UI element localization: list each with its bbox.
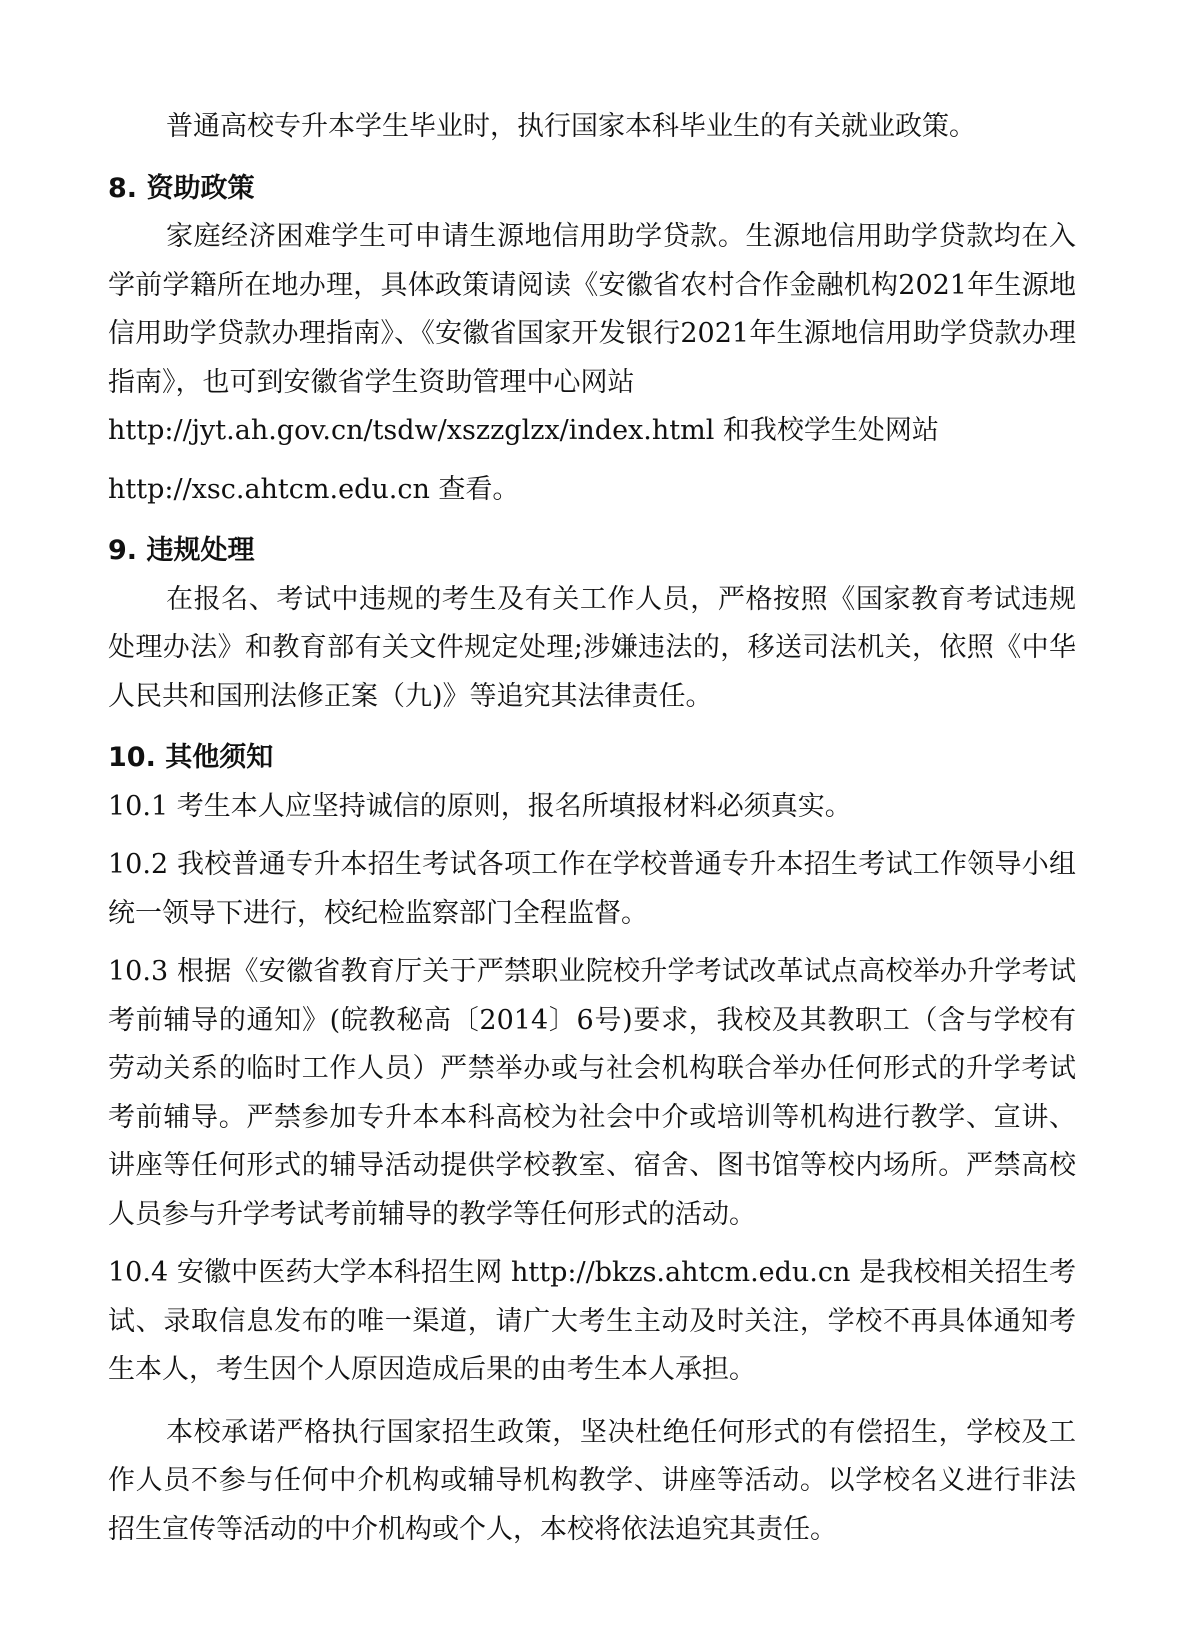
section-10-4-paragraph: 10.4 安徽中医药大学本科招生网 http://bkzs.ahtcm.edu.cn 是我校相关招生考试、录取信息发布的唯一渠道，请广大考生主动及时关注，学校不再具体通知考生本人，考生因个人原因造成后果的由考生本人承担。	[108, 1257, 1076, 1385]
section-8-paragraph: 家庭经济困难学生可申请生源地信用助学贷款。生源地信用助学贷款均在入学前学籍所在地办理，具体政策请阅读《安徽省农村合作金融机构2021年生源地信用助学贷款办理指南》、《安徽省国家开发银行2021年生源地信用助学贷款办理指南》，也可到安徽省学生资助管理中心网站	[108, 221, 1076, 398]
section-10-heading: 10. 其他须知	[108, 742, 274, 773]
section-10-1-paragraph: 10.1 考生本人应坚持诚信的原则，报名所填报材料必须真实。	[108, 790, 852, 822]
section-8-heading: 8. 资助政策	[108, 172, 255, 204]
document-page	[108, 103, 1076, 1554]
section-9-heading: 9. 违规处理	[108, 535, 255, 566]
section-10-3-paragraph: 10.3 根据《安徽省教育厅关于严禁职业院校升学考试改革试点高校举办升学考试考前辅导的通知》(皖教秘高〔2014〕6号)要求，我校及其教职工（含与学校有劳动关系的临时工作人员）严禁举办或与社会机构联合举办任何形式的升学考试考前辅导。严禁参加专升本本科高校为社会中介或培训等机构进行教学、宣讲、讲座等任何形式的辅导活动提供学校教室、宿舍、图书馆等校内场所。严禁高校人员参与升学考试考前辅导的教学等任何形式的活动。	[108, 956, 1076, 1230]
employment-policy-paragraph: 普通高校专升本学生毕业时，执行国家本科毕业生的有关就业政策。	[166, 111, 976, 142]
closing-paragraph: 本校承诺严格执行国家招生政策，坚决杜绝任何形式的有偿招生，学校及工作人员不参与任何中介机构或辅导机构教学、讲座等活动。以学校名义进行非法招生宣传等活动的中介机构或个人，本校将依法追究其责任。	[108, 1416, 1076, 1545]
section-8-url-line-1: http://jyt.ah.gov.cn/tsdw/xszzglzx/index.html 和我校学生处网站	[108, 415, 939, 446]
section-10-2-paragraph: 10.2 我校普通专升本招生考试各项工作在学校普通专升本招生考试工作领导小组统一领导下进行，校纪检监察部门全程监督。	[108, 849, 1076, 929]
section-8-url-line-2: http://xsc.ahtcm.edu.cn 查看。	[108, 473, 520, 505]
section-9-paragraph: 在报名、考试中违规的考生及有关工作人员，严格按照《国家教育考试违规处理办法》和教育部有关文件规定处理;涉嫌违法的，移送司法机关，依照《中华人民共和国刑法修正案（九)》等追究其法律责任。	[108, 583, 1076, 712]
